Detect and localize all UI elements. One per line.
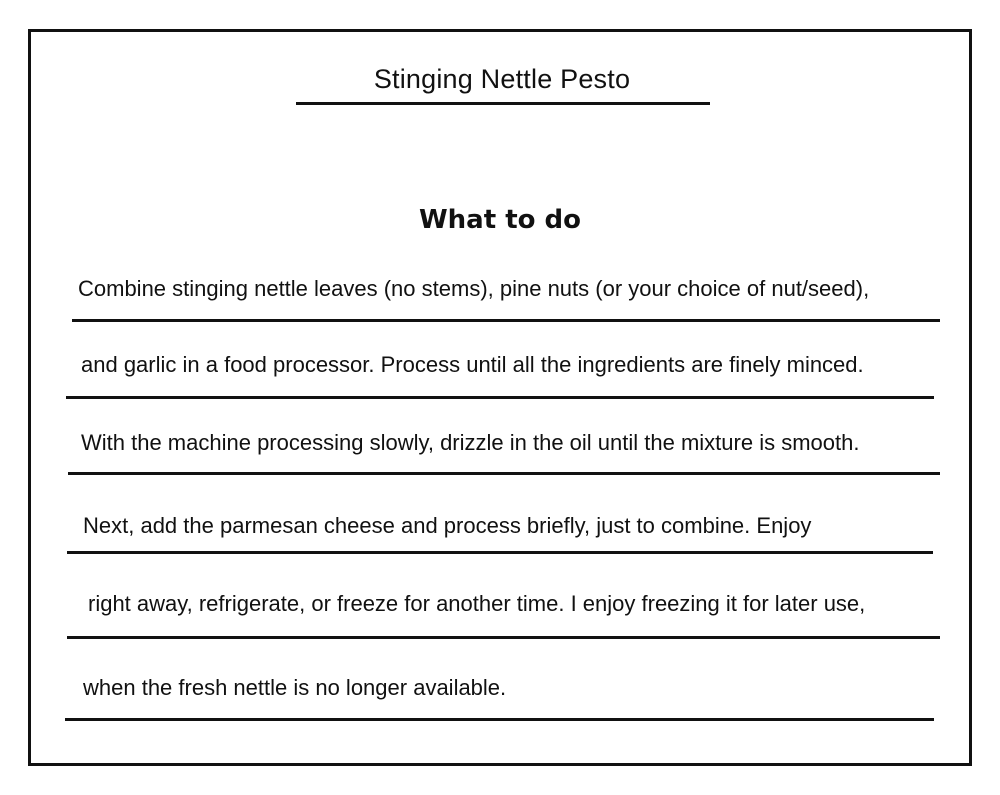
instruction-line-6: when the fresh nettle is no longer available.	[83, 675, 507, 700]
recipe-title: Stinging Nettle Pesto	[373, 64, 631, 94]
instruction-line-1: Combine stinging nettle leaves (no stems), pine nuts (or your choice of nut/seed),	[78, 276, 870, 301]
instruction-line-4: Next, add the parmesan cheese and process briefly, just to combine. Enjoy	[83, 513, 812, 538]
instruction-line-5: right away, refrigerate, or freeze for another time. I enjoy freezing it for later use,	[88, 591, 866, 616]
instructions-heading: What to do	[418, 205, 582, 235]
writing-line-6	[65, 718, 934, 721]
writing-line-3	[68, 472, 940, 475]
writing-line-5	[67, 636, 940, 639]
instruction-line-3: With the machine processing slowly, drizzle in the oil until the mixture is smooth.	[81, 430, 860, 455]
instruction-line-2: and garlic in a food processor. Process until all the ingredients are finely minced.	[81, 352, 864, 377]
writing-line-1	[72, 319, 940, 322]
writing-line-4	[67, 551, 933, 554]
writing-line-2	[66, 396, 934, 399]
title-underline	[296, 102, 710, 105]
